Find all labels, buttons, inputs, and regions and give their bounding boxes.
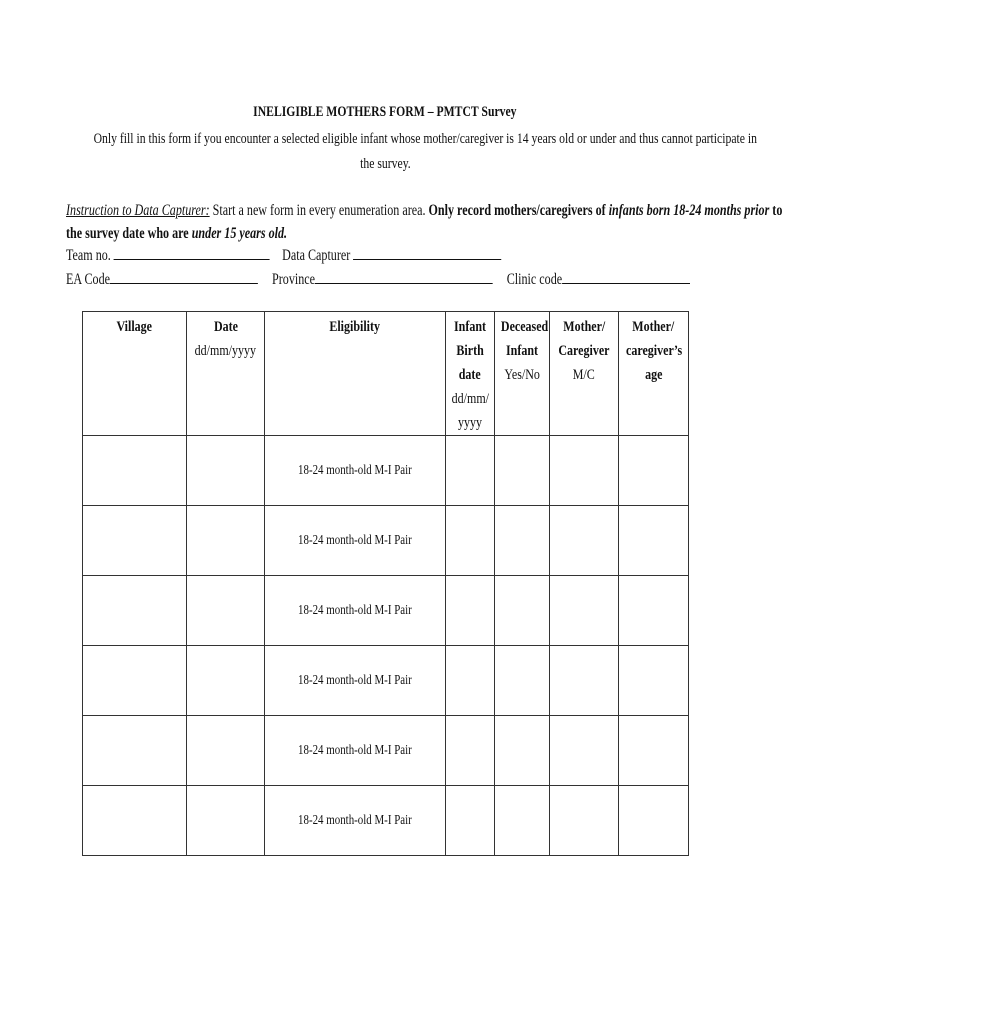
caregiver-age-cell[interactable] — [619, 506, 689, 576]
eligibility-cell: 18-24 month-old M-I Pair — [265, 786, 446, 856]
province-field[interactable] — [315, 268, 493, 284]
form-title: INELIGIBLE MOTHERS FORM – PMTCT Survey — [253, 104, 517, 120]
infant-birth-date-cell[interactable] — [446, 646, 495, 716]
table-row — [83, 576, 689, 646]
team-no-field[interactable] — [114, 244, 270, 260]
clinic-code-label: Clinic code — [506, 271, 563, 288]
ineligible-mothers-table — [82, 311, 689, 856]
form-subtitle — [0, 127, 770, 177]
village-cell[interactable] — [83, 646, 187, 716]
data-capturer-field[interactable] — [353, 244, 501, 260]
table-row — [83, 716, 689, 786]
caregiver-age-cell[interactable] — [619, 646, 689, 716]
col-header-caregiver-age: Mother/ caregiver’s age — [619, 312, 689, 436]
table-row — [83, 646, 689, 716]
deceased-infant-cell[interactable] — [495, 716, 550, 786]
team-no-label: Team no. — [66, 247, 111, 264]
instruction-line-2: the survey date who are under 15 years old. — [66, 225, 288, 242]
infant-birth-date-cell[interactable] — [446, 506, 495, 576]
ea-code-label: EA Code — [66, 271, 110, 288]
infant-birth-date-cell[interactable] — [446, 716, 495, 786]
caregiver-age-cell[interactable] — [619, 576, 689, 646]
col-header-date: Date dd/mm/yyyy — [187, 312, 265, 436]
col-header-mother-caregiver: Mother/ Caregiver M/C — [550, 312, 619, 436]
caregiver-age-cell[interactable] — [619, 436, 689, 506]
col-header-eligibility: Eligibility — [265, 312, 446, 436]
infant-birth-date-cell[interactable] — [446, 576, 495, 646]
table-row — [83, 506, 689, 576]
deceased-infant-cell[interactable] — [495, 436, 550, 506]
data-capturer-label: Data Capturer — [282, 247, 351, 264]
eligibility-cell: 18-24 month-old M-I Pair — [265, 646, 446, 716]
infant-birth-date-cell[interactable] — [446, 436, 495, 506]
caregiver-age-cell[interactable] — [619, 786, 689, 856]
mother-caregiver-cell[interactable] — [550, 646, 619, 716]
deceased-infant-cell[interactable] — [495, 786, 550, 856]
eligibility-cell: 18-24 month-old M-I Pair — [265, 716, 446, 786]
deceased-infant-cell[interactable] — [495, 576, 550, 646]
mother-caregiver-cell[interactable] — [550, 786, 619, 856]
village-cell[interactable] — [83, 506, 187, 576]
date-cell[interactable] — [187, 506, 265, 576]
eligibility-cell: 18-24 month-old M-I Pair — [265, 576, 446, 646]
infant-birth-date-cell[interactable] — [446, 786, 495, 856]
col-header-village: Village — [83, 312, 187, 436]
deceased-infant-cell[interactable] — [495, 506, 550, 576]
date-cell[interactable] — [187, 646, 265, 716]
subtitle-line-2: the survey. — [359, 156, 411, 172]
date-cell[interactable] — [187, 436, 265, 506]
header-fields — [66, 244, 926, 292]
caregiver-age-cell[interactable] — [619, 716, 689, 786]
deceased-infant-cell[interactable] — [495, 646, 550, 716]
village-cell[interactable] — [83, 786, 187, 856]
province-label: Province — [272, 271, 316, 288]
mother-caregiver-cell[interactable] — [550, 576, 619, 646]
col-header-infant-birth-date: Infant Birth date dd/mm/ yyyy — [446, 312, 495, 436]
col-header-deceased-infant: Deceased Infant Yes/No — [495, 312, 550, 436]
date-cell[interactable] — [187, 786, 265, 856]
instruction-label: Instruction to Data Capturer: — [66, 202, 210, 219]
subtitle-line-1: Only fill in this form if you encounter a selected eligible infant whose mother/caregiver is 14 years old or under and thus cannot participate in — [93, 131, 758, 147]
table-header-row — [83, 312, 689, 436]
date-cell[interactable] — [187, 576, 265, 646]
village-cell[interactable] — [83, 576, 187, 646]
instruction-line-1: Instruction to Data Capturer: Start a new form in every enumeration area. Only record mothers/caregivers of infants born 18-24 months prior to — [66, 202, 783, 219]
table-row — [83, 786, 689, 856]
ea-code-field[interactable] — [110, 268, 258, 284]
instruction-block — [66, 199, 926, 245]
eligibility-cell: 18-24 month-old M-I Pair — [265, 436, 446, 506]
eligibility-cell: 18-24 month-old M-I Pair — [265, 506, 446, 576]
table-row — [83, 436, 689, 506]
mother-caregiver-cell[interactable] — [550, 506, 619, 576]
village-cell[interactable] — [83, 436, 187, 506]
date-cell[interactable] — [187, 716, 265, 786]
village-cell[interactable] — [83, 716, 187, 786]
mother-caregiver-cell[interactable] — [550, 716, 619, 786]
clinic-code-field[interactable] — [562, 268, 690, 284]
instruction-text: Start a new form in every enumeration area. — [209, 202, 429, 219]
mother-caregiver-cell[interactable] — [550, 436, 619, 506]
